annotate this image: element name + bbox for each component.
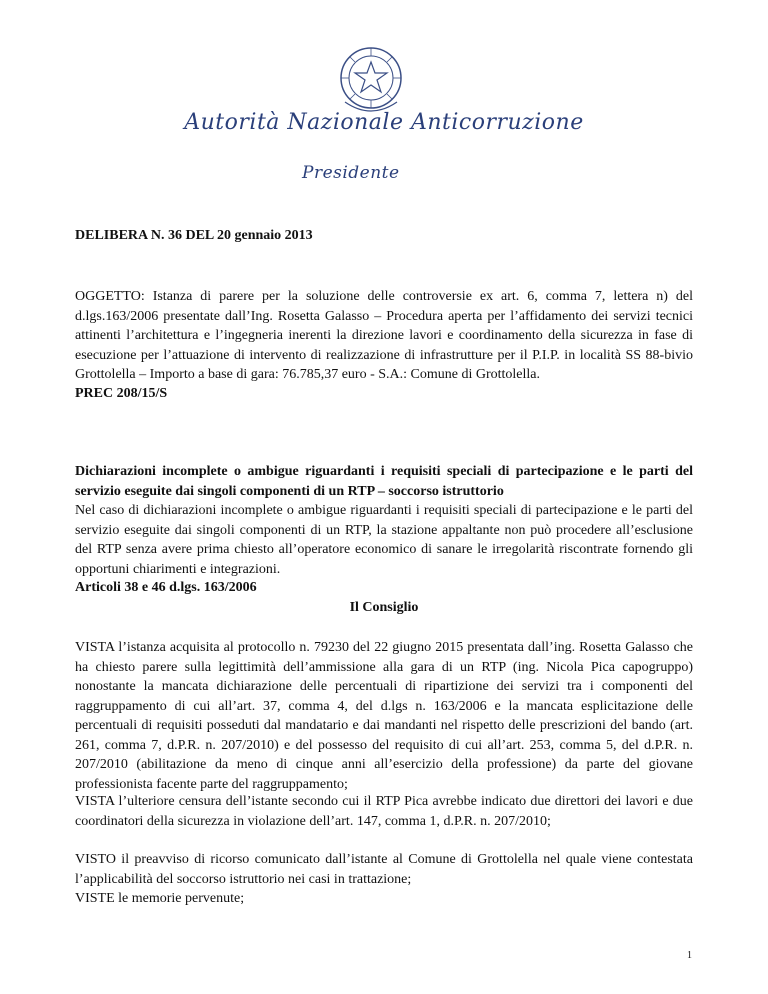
paragraph-visto-preavviso: VISTO il preavviso di ricorso comunicato dall’istante al Comune di Grottolella nel quale viene contestata l’applicabilità del soccorso istruttorio nei casi in trattazione; — [75, 852, 693, 887]
massima-body: Nel caso di dichiarazioni incomplete o ambigue riguardanti i requisiti speciali di partecipazione e le parti del servizio eseguite dai singoli componenti di un RTP, la stazione appaltante non può procedere all’esclusione del RTP senza avere prima chiesto all’operatore economico di sanare le irregolarità riscontrate fornendo gli opportuni chiarimenti e integrazioni. — [75, 503, 693, 577]
paragraph-vista-censura: VISTA l’ulteriore censura dell’istante secondo cui il RTP Pica avrebbe indicato due direttori dei lavori e due coordinatori della sicurezza in violazione dell’art. 147, comma 1, d.P.R. n. 207/2010; — [75, 794, 693, 829]
articoli-reference: Articoli 38 e 46 d.lgs. 163/2006 — [75, 580, 257, 595]
paragraph-vista-istanza: VISTA l’istanza acquisita al protocollo n. 79230 del 22 giugno 2015 presentata dall’ing. Rosetta Galasso che ha chiesto parere sulla legittimità dell’ammissione alla gara di un RTP (ing. Nicola Pica capogruppo) nonostante la mancata dichiarazione delle percentuali di ripartizione dei servizi tra i componenti del raggruppamento di cui all’art. 37, comma 4, del d.lgs n. 163/2006 e la mancata esplicitazione delle percentuali di requisiti posseduti dal mandatario e dai mandanti nel rispetto delle prescrizioni del bando (art. 261, comma 7, d.P.R. n. 207/2010) e del possesso del requisito di cui all’art. 253, comma 5, del d.P.R. n. 207/2010 (abilitazione da meno di cinque anni all’esercizio della professione) da parte del giovane professionista facente parte del raggruppamento; — [75, 640, 693, 792]
president-title: Presidente — [302, 163, 400, 183]
oggetto-reference: PREC 208/15/S — [75, 386, 168, 401]
section-title: Il Consiglio — [349, 600, 419, 615]
italian-republic-emblem — [331, 40, 411, 120]
paragraph-viste-memorie: VISTE le memorie pervenute; — [75, 891, 245, 906]
page-number: 1 — [687, 950, 692, 961]
oggetto-paragraph: OGGETTO: Istanza di parere per la soluzione delle controversie ex art. 6, comma 7, lettera n) del d.lgs.163/2006 presentate dall’Ing. Rosetta Galasso – Procedura aperta per l’affidamento dei servizi tecnici attinenti l’architettura e l’ingegneria inerenti la direzione lavori e coordinamento della sicurezza in fase di esecuzione per l’attuazione di intervento di realizzazione di infrastrutture per il P.I.P. in località SS 88-bivio Grottolella – Importo a base di gara: 76.785,37 euro - S.A.: Comune di Grottolella. — [75, 289, 693, 382]
delibera-title: DELIBERA N. 36 DEL 20 gennaio 2013 — [75, 228, 313, 243]
massima-heading: Dichiarazioni incomplete o ambigue riguardanti i requisiti speciali di partecipazione e le parti del servizio eseguite dai singoli componenti di un RTP – soccorso istruttorio — [75, 464, 693, 499]
institution-name: Autorità Nazionale Anticorruzione — [184, 110, 584, 135]
